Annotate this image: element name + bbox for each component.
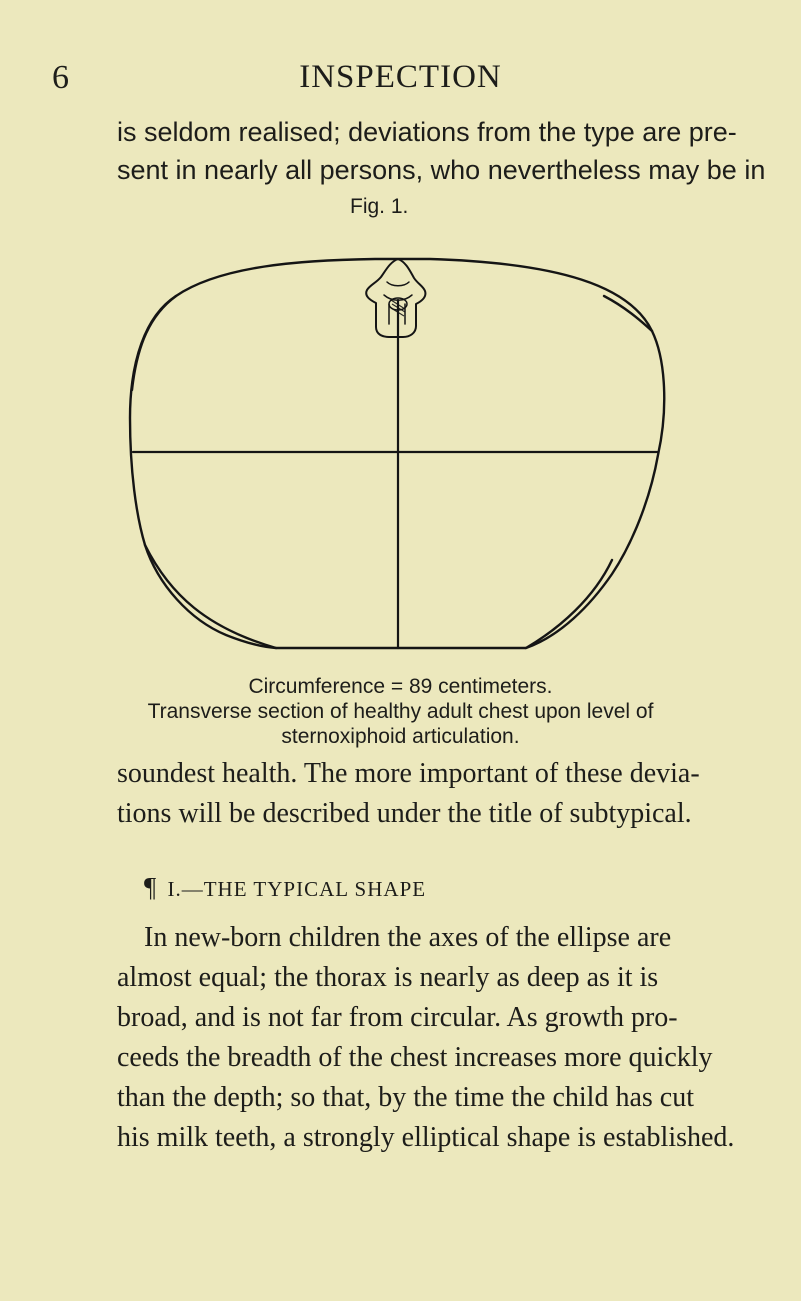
sternum-detail-line-1 xyxy=(387,282,409,286)
section-line-3: broad, and is not far from circular. As growth pro- xyxy=(117,1002,678,1033)
figure-caption-line-2: Transverse section of healthy adult chest upon level of xyxy=(147,700,654,723)
lower-left-wall-line xyxy=(145,545,276,648)
lower-right-wall-line xyxy=(526,560,612,648)
section-line-1: In new-born children the axes of the ellipse are xyxy=(144,922,672,953)
section-heading xyxy=(144,872,426,903)
running-title: INSPECTION xyxy=(299,59,502,95)
figure-caption-measure: Circumference = 89 centimeters. xyxy=(248,675,553,698)
section-line-4: ceeds the breadth of the chest increases more quickly xyxy=(117,1042,713,1073)
opening-line-2: sent in nearly all persons, who nevertheless may be in xyxy=(117,155,766,185)
figure-label: Fig. 1. xyxy=(350,195,409,218)
after-figure-line-2: tions will be described under the title of subtypical. xyxy=(117,798,692,829)
pilcrow-icon: ¶ xyxy=(144,872,158,902)
after-figure-line-1: soundest health. The more important of these devia- xyxy=(117,758,700,789)
section-line-2: almost equal; the thorax is nearly as deep as it is xyxy=(117,962,659,993)
page-number: 6 xyxy=(52,59,69,96)
left-wall-line xyxy=(132,296,176,390)
section-line-6: his milk teeth, a strongly elliptical shape is established. xyxy=(117,1122,735,1153)
section-heading-text: I.—THE TYPICAL SHAPE xyxy=(167,877,427,901)
opening-line-1: is seldom realised; deviations from the type are pre- xyxy=(117,117,737,147)
section-line-5: than the depth; so that, by the time the child has cut xyxy=(117,1082,694,1113)
figure-caption-line-3: sternoxiphoid articulation. xyxy=(281,725,520,748)
